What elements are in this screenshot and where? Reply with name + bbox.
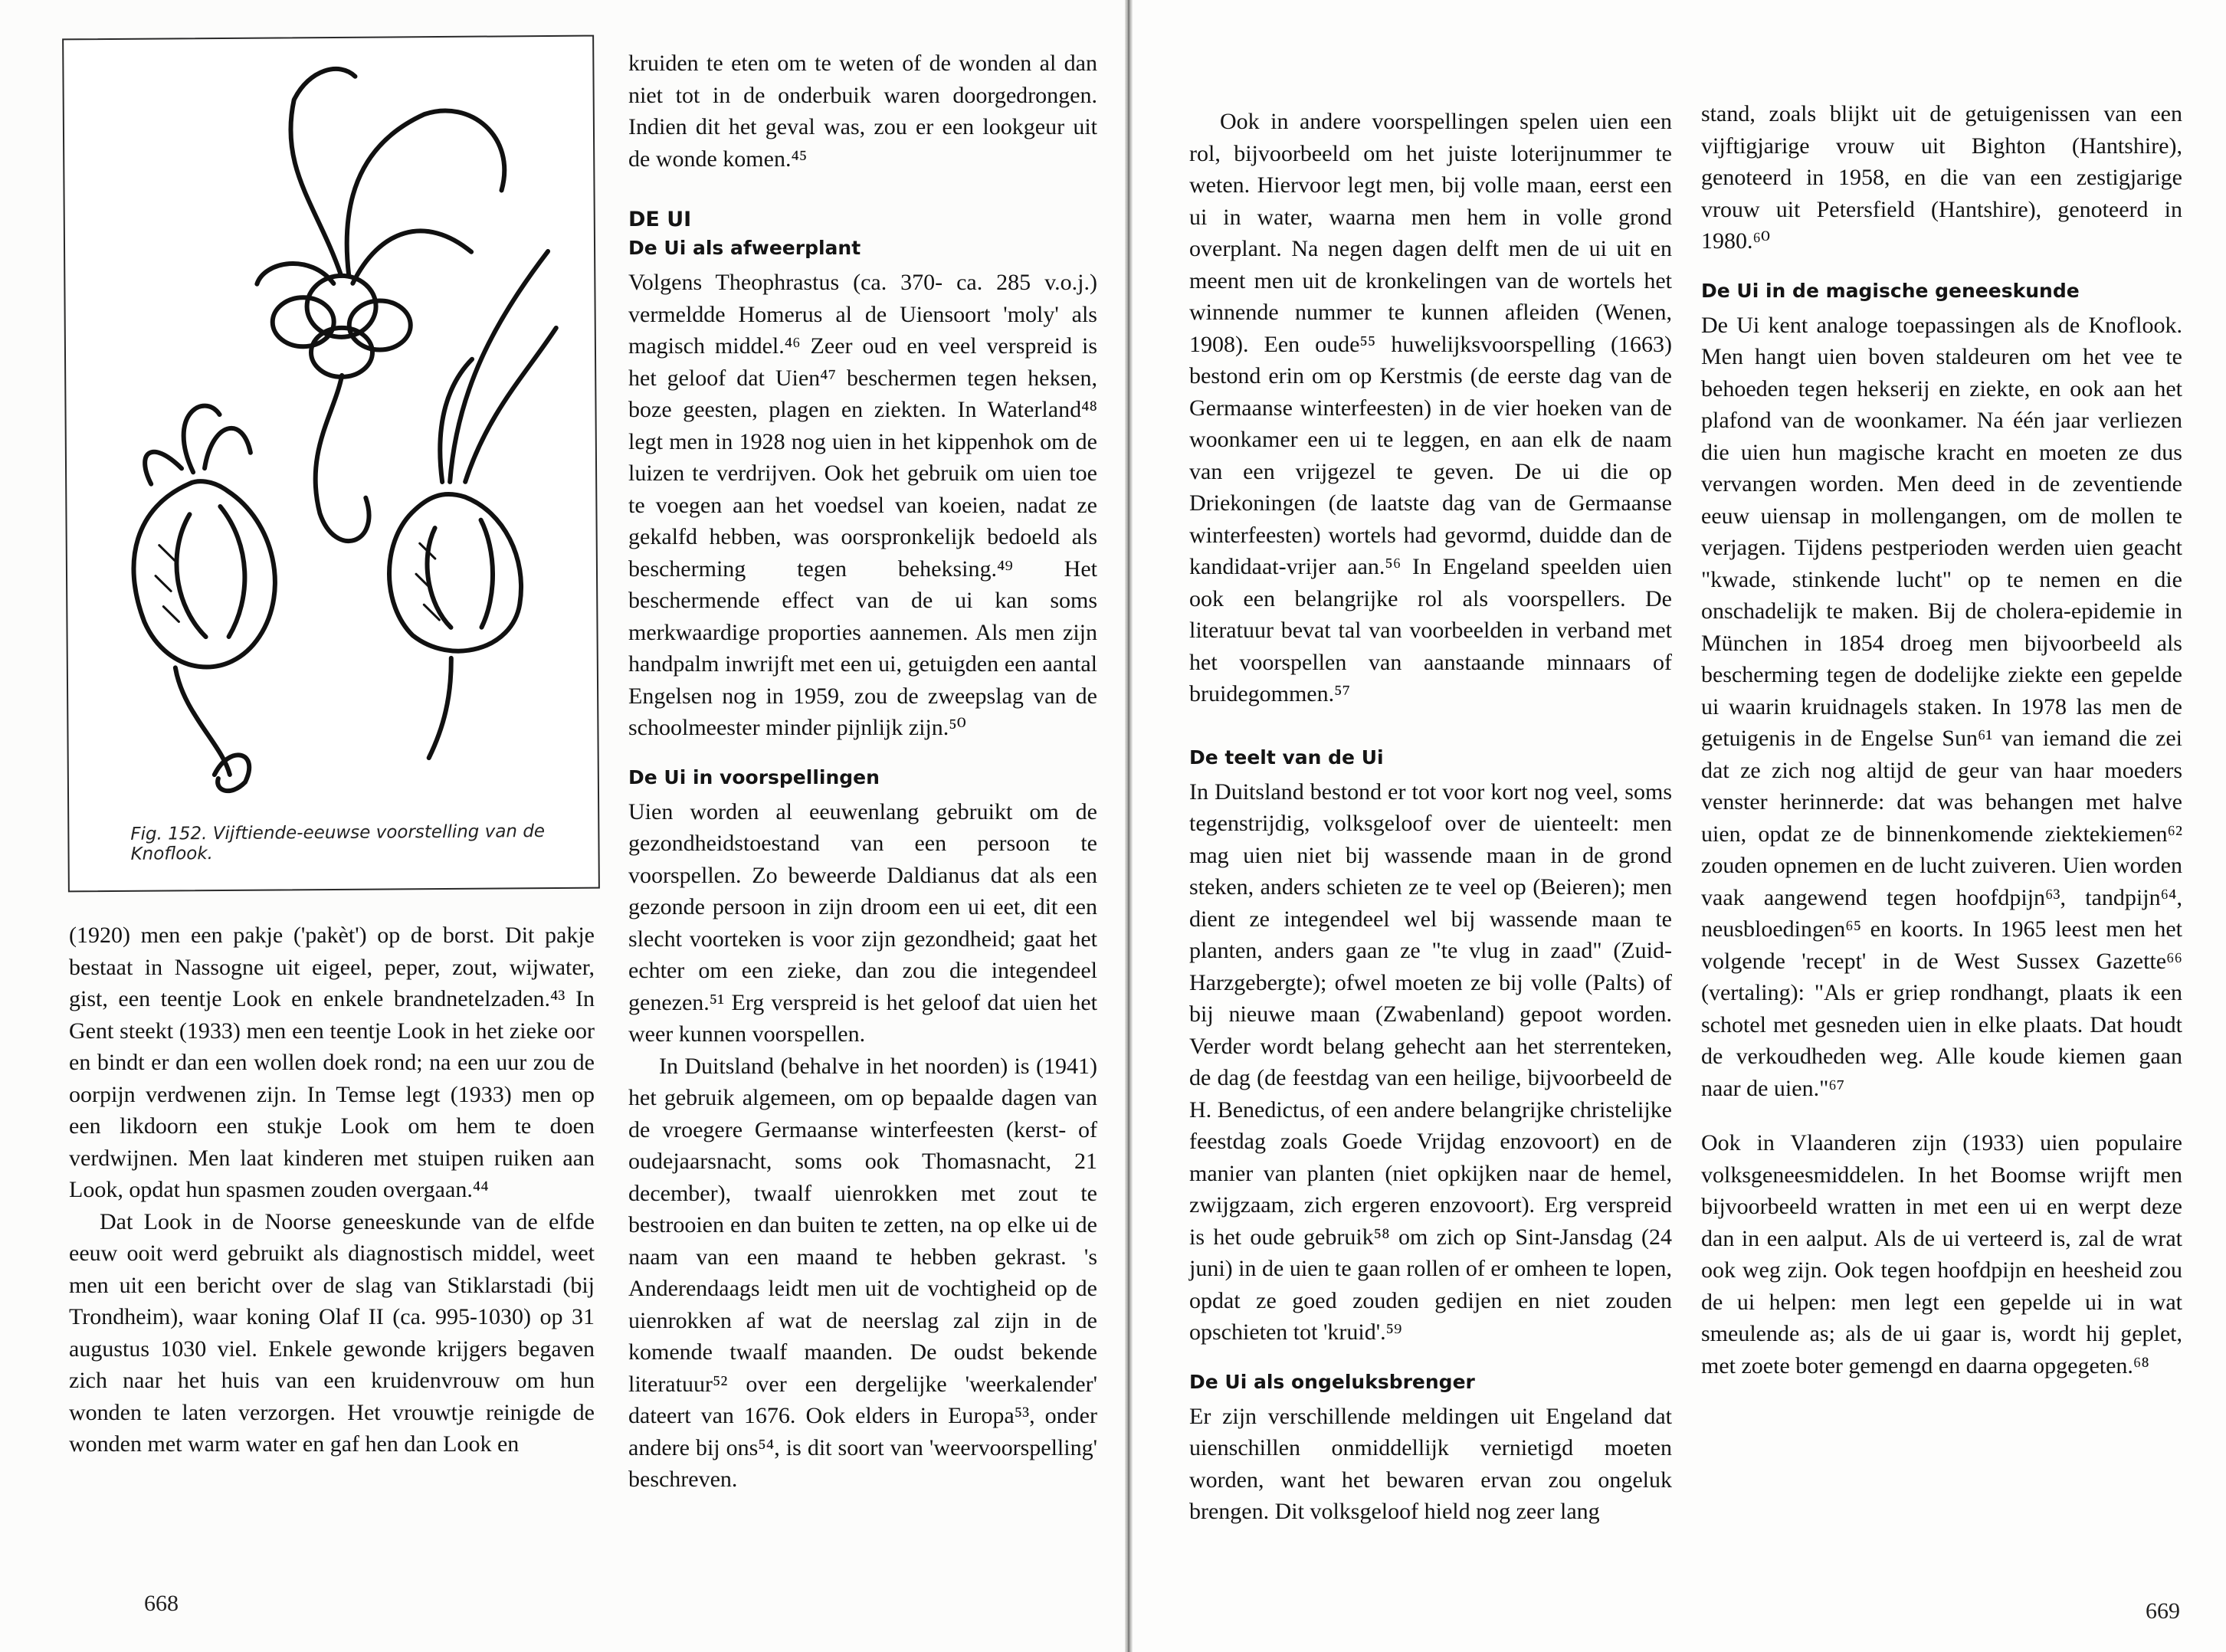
paragraph: kruiden te eten om te weten of de wonden al dan niet tot in de onderbuik waren doorgedrongen. Indien dit het geval was, zou er een lookgeur uit de wonde komen.⁴⁵ — [628, 51, 1097, 172]
paragraph: stand, zoals blijkt uit de getuigenissen van een vijftigjarige vrouw uit Bighton (Hantshire), genoteerd in 1958, en die van een zestigjarige vrouw uit Petersfield (Hantshire), genoteerd in 1980.⁶⁰ — [1701, 101, 2182, 254]
column-4 — [1701, 98, 2182, 1382]
paragraph: Uien worden al eeuwenlang gebruikt om de gezondheidstoestand van een persoon te voorspellen. Zo beweerde Daldianus dat als een gezonde persoon in zijn droom een ui eet, dit een slecht voorteken is voor zijn gezondheid; gaat het echter om een zieke, dan zou die integendeel genezen.⁵¹ Erg verspreid is het geloof dat uien het weer kunnen voorspellen. — [628, 798, 1097, 1047]
paragraph: In Duitsland (behalve in het noorden) is (1941) het gebruik algemeen, om op bepaalde dagen van de vroegere Germaanse winterfeesten (kerst- of oudejaarsnacht, soms ook Thomasnacht, 21 december), twaalf uienrokken met zout te bestrooien en dan buiten te zetten, na op elke ui de naam van een maand te hebben gekrast. 's Anderendaags leidt men uit de vochtigheid op de uienrokken af wat de neerslag zal zijn in de komende twaalf maanden. De oudst bekende literatuur⁵² over een dergelijke 'weerkalender' dateert van 1676. Ook elders in Europa⁵³, onder andere bij ons⁵⁴, is dit soort van 'weervoorspelling' beschreven. — [628, 1053, 1097, 1492]
column-3 — [1189, 106, 1672, 1528]
column-2 — [628, 48, 1097, 1496]
paragraph: Ook in Vlaanderen zijn (1933) uien populaire volksgeneesmiddelen. In het Boomse wrijft men bijvoorbeeld wratten in met een ui en werpt deze dan in een aalput. Als de ui verteerd is, zal de wrat ook weg zijn. Ook tegen hoofdpijn en heesheid zou de ui helpen: men legt een gepelde ui in wat smeulende as; als de ui gaar is, wordt hij geplet, met zoete boter gemengd en daarna opgegeten.⁶⁸ — [1701, 1130, 2182, 1378]
paragraph: Volgens Theophrastus (ca. 370- ca. 285 v.o.j.) vermeldde Homerus al de Uiensoort 'moly' als magisch middel.⁴⁶ Zeer oud en veel verspreid is het geloof dat Uien⁴⁷ beschermen tegen heksen, boze geesten, plagen en ziekten. In Waterland⁴⁸ legt men in 1928 nog uien in het kippenhok om de luizen te verdrijven. Ook het gebruik om uien toe te voegen aan het voedsel van koeien, nadat ze gekalfd hebben, was oorspronkelijk bedoeld als bescherming tegen beheksing.⁴⁹ Het beschermende effect van de ui kan soms merkwaardige proporties aannemen. Als men zijn handpalm inwrijft met een ui, getuigden een aantal Engelsen nog in 1959, zou de zweepslag van de schoolmeester minder pijnlijk zijn.⁵⁰ — [628, 270, 1097, 740]
paragraph: Er zijn verschillende meldingen uit Engeland dat uienschillen onmiddellijk vernietigd moeten worden, want het bewaren ervan zou ongeluk brengen. Dit volksgeloof hield nog zeer lang — [1189, 1403, 1672, 1524]
column-1 — [69, 919, 595, 1460]
subsection-heading: De Ui in voorspellingen — [628, 765, 880, 788]
subsection-heading: De Ui als ongeluksbrenger — [1189, 1370, 1475, 1393]
subsection-heading: De teelt van de Ui — [1189, 746, 1384, 769]
book-gutter — [1125, 0, 1133, 1652]
paragraph: De Ui kent analoge toepassingen als de Knoflook. Men hangt uien boven staldeuren om het vee te behoeden tegen hekserij en ziekte, en ook aan het plafond van de woonkamer. Na één jaar verliezen die uien hun magische kracht en moeten ze dus vervangen worden. Men deed in de zeventiende eeuw uiensap in mollengangen, om de mollen te verjagen. Tijdens pestperioden werden uien geacht "kwade, stinkende lucht" op te nemen en die onschadelijk te maken. Bij de cholera-epidemie in München in 1854 droeg men bijvoorbeeld als bescherming tegen de dodelijke ziekte een gepelde ui waarin kruidnagels staken. In 1978 las men de getuigenis in de Engelse Sun⁶¹ van iemand die zei dat ze zich nog altijd de geur van haar moeders venster herinnerde: dat was behangen met halve uien, opdat ze de binnenkomende ziektekiemen⁶² zouden opnemen en de lucht zuiveren. Uien worden vaak aangewend tegen hoofdpijn⁶³, tandpijn⁶⁴, neusbloedingen⁶⁵ en koorts. In 1965 leest men het volgende 'recept' in de West Sussex Gazette⁶⁶ (vertaling): "Als er griep rondhangt, plaats ik een schotel met gesneden uien in elke plaats. Dat houdt de verkoudheden weg. Alle koude kiemen gaan naar de uien."⁶⁷ — [1701, 312, 2182, 1101]
paragraph: (1920) men een pakje ('pakèt') op de borst. Dit pakje bestaat in Nassogne uit eigeel, peper, zout, wijwater, gist, een teentje Look en enkele brandnetelzaden.⁴³ In Gent steekt (1933) men een teentje Look in het zieke oor en bindt er dan een wollen doek rond; na een uur zou de oorpijn verdwenen zijn. In Temse legt (1933) men op een likdoorn een stukje Look om hem te doen verdwijnen. Men laat kinderen met stuipen ruiken aan Look, opdat hun spasmen zouden overgaan.⁴⁴ — [69, 923, 595, 1202]
figure-box — [62, 35, 600, 893]
paragraph: In Duitsland bestond er tot voor kort nog veel, soms tegenstrijdig, volksgeloof over de uienteelt: men mag uien niet bij wassende maan in de grond steken, anders schieten ze te veel op (Beieren); men dient ze integendeel wel bij wassende maan te planten, anders gaan ze "te vlug in zaad" (Zuid-Harzgebergte); ofwel moeten ze bij volle (Palts) of bij nieuwe maan (Zwabenland) gepoot worden. Verder wordt belang gehecht aan het sterrenteken, de dag (de feestdag van een heilige, bijvoorbeeld de H. Benedictus, of een andere belangrijke christelijke feestdag zoals Goede Vrijdag enzovoort) en de manier van planten (niet opkijken naar de hemel, zwijgzaam, zich ergeren enzovoort). Erg verspreid is het oude gebruik⁵⁸ om zich op Sint-Jansdag (24 juni) in de uien te gaan rollen of er omheen te lopen, opdat ze goed zouden gedijen en niet zouden opschieten tot 'kruid'.⁵⁹ — [1189, 778, 1672, 1345]
subsection-heading: De Ui in de magische geneeskunde — [1701, 279, 2080, 302]
subsection-heading: De Ui als afweerplant — [628, 237, 861, 259]
section-title: DE UI — [628, 208, 692, 231]
garlic-illustration — [87, 52, 575, 821]
page-number: 668 — [144, 1591, 179, 1616]
right-page — [1133, 0, 2226, 1652]
paragraph: Ook in andere voorspellingen spelen uien een rol, bijvoorbeeld om het juiste loterijnummer te weten. Hiervoor legt men, bij volle maan, eerst een ui in water, waarna men hem in volle grond overplant. Na negen dagen delft men de ui uit en meent men uit de kronkelingen van de wortels het winnende nummer te kunnen afleiden (Wenen, 1908). Een oude⁵⁵ huwelijksvoorspelling (1663) bestond erin om op Kerstmis (de eerste dag van de Germaanse winterfeesten) in de vier hoeken van de woonkamer een ui te leggen, en aan elk de naam van een vrijgezel te geven. De ui die op Driekoningen (de laatste dag van de Germaanse winterfeesten) wortels had gevormd, duidde dan de kandidaat-vrijer aan.⁵⁶ In Engeland speelden uien ook een belangrijke rol als voorspellers. De literatuur bevat tal van voorbeelden in verband met het voorspellen van aanstaande minnaars of bruidegommen.⁵⁷ — [1189, 109, 1672, 706]
paragraph-gap — [1701, 1104, 2182, 1127]
paragraph: Dat Look in de Noorse geneeskunde van de elfde eeuw ooit werd gebruikt als diagnostisch middel, weet men uit een bericht over de slag van Stiklarstadi (bij Trondheim), waar koning Olaf II (ca. 995-1030) op 31 augustus 1030 viel. Enkele gewonde krijgers begaven zich naar het huis van een kruidenvrouw om hun wonden te laten verzorgen. Het vrouwtje reinigde de wonden met warm water en gaf hen dan Look en — [69, 1208, 595, 1457]
figure-caption: Fig. 152. Vijftiende-eeuwse voorstelling van de Knoflook. — [130, 821, 546, 864]
page-number: 669 — [2146, 1598, 2180, 1624]
